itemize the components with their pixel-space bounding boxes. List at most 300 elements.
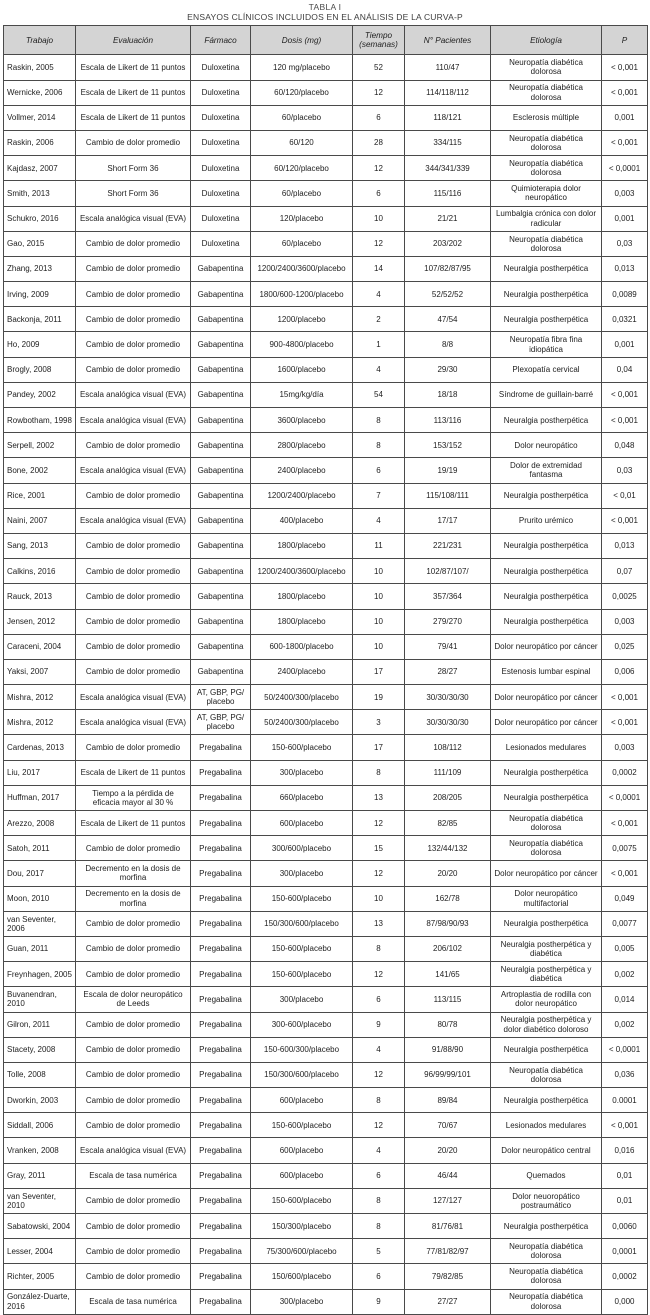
table-row xyxy=(4,1289,648,1314)
cell-dosis: 150-600/​300/​placebo xyxy=(251,1037,353,1062)
cell-dosis: 600/​placebo xyxy=(251,1088,353,1113)
cell-tiempo: 9 xyxy=(353,1012,405,1037)
cell-pacientes: 29/​30 xyxy=(405,357,491,382)
cell-pacientes: 19/​19 xyxy=(405,458,491,483)
table-row xyxy=(4,609,648,634)
cell-tiempo: 10 xyxy=(353,609,405,634)
cell-tiempo: 12 xyxy=(353,1062,405,1087)
cell-evaluacion: Cambio de dolor promedio xyxy=(76,1037,191,1062)
cell-etiologia: Dolor neuoropático postraumático xyxy=(491,1188,602,1213)
cell-farmaco: Pregabalina xyxy=(191,735,251,760)
cell-trabajo: Gilron, 2011 xyxy=(4,1012,76,1037)
cell-pacientes: 107/​82/​87/​95 xyxy=(405,256,491,281)
cell-etiologia: Esclerosis múltiple xyxy=(491,105,602,130)
cell-farmaco: Duloxetina xyxy=(191,80,251,105)
cell-evaluacion: Cambio de dolor promedio xyxy=(76,282,191,307)
cell-evaluacion: Cambio de dolor promedio xyxy=(76,433,191,458)
cell-p: 0,025 xyxy=(602,634,648,659)
cell-pacientes: 115/​108/​111 xyxy=(405,483,491,508)
cell-trabajo: Naini, 2007 xyxy=(4,508,76,533)
cell-evaluacion: Cambio de dolor promedio xyxy=(76,1012,191,1037)
cell-p: 0,003 xyxy=(602,609,648,634)
cell-etiologia: Neuropatía diabética dolorosa xyxy=(491,1289,602,1314)
cell-farmaco: Duloxetina xyxy=(191,156,251,181)
cell-evaluacion: Escala analógica visual (EVA) xyxy=(76,710,191,735)
cell-trabajo: Rauck, 2013 xyxy=(4,584,76,609)
cell-pacientes: 114/​118/​112 xyxy=(405,80,491,105)
cell-p: 0,01 xyxy=(602,1188,648,1213)
table-body xyxy=(4,55,648,1314)
cell-pacientes: 102/​87/​107/​ xyxy=(405,559,491,584)
cell-evaluacion: Escala analógica visual (EVA) xyxy=(76,206,191,231)
cell-trabajo: van Seventer, 2006 xyxy=(4,911,76,936)
cell-p: 0,002 xyxy=(602,1012,648,1037)
cell-pacientes: 21/​21 xyxy=(405,206,491,231)
cell-p: 0,0075 xyxy=(602,836,648,861)
cell-pacientes: 8/​8 xyxy=(405,332,491,357)
cell-evaluacion: Escala de Likert de 11 puntos xyxy=(76,760,191,785)
cell-farmaco: Gabapentina xyxy=(191,559,251,584)
cell-dosis: 3600/​placebo xyxy=(251,408,353,433)
table-row xyxy=(4,886,648,911)
table-row xyxy=(4,206,648,231)
cell-dosis: 60/​120/​placebo xyxy=(251,156,353,181)
cell-etiologia: Neuropatía diabética dolorosa xyxy=(491,55,602,80)
table-row xyxy=(4,811,648,836)
cell-farmaco: Pregabalina xyxy=(191,1138,251,1163)
cell-farmaco: Pregabalina xyxy=(191,911,251,936)
cell-etiologia: Neuropatía diabética dolorosa xyxy=(491,811,602,836)
table-row xyxy=(4,483,648,508)
table-row xyxy=(4,231,648,256)
cell-etiologia: Neuropatía diabética dolorosa xyxy=(491,1062,602,1087)
cell-tiempo: 13 xyxy=(353,785,405,810)
cell-etiologia: Neuralgia postherpética xyxy=(491,256,602,281)
cell-tiempo: 8 xyxy=(353,760,405,785)
cell-evaluacion: Cambio de dolor promedio xyxy=(76,231,191,256)
cell-farmaco: Gabapentina xyxy=(191,609,251,634)
table-row xyxy=(4,1214,648,1239)
cell-tiempo: 8 xyxy=(353,408,405,433)
table-row xyxy=(4,55,648,80)
cell-dosis: 120/​placebo xyxy=(251,206,353,231)
cell-p: 0,003 xyxy=(602,181,648,206)
cell-farmaco: Gabapentina xyxy=(191,508,251,533)
cell-pacientes: 334/​115 xyxy=(405,130,491,155)
cell-etiologia: Neuralgia postherpética xyxy=(491,483,602,508)
cell-etiologia: Neuralgia postherpética xyxy=(491,307,602,332)
cell-tiempo: 10 xyxy=(353,634,405,659)
table-row xyxy=(4,80,648,105)
column-header-farmaco: Fármaco xyxy=(191,26,251,55)
table-row xyxy=(4,559,648,584)
cell-p: 0,03 xyxy=(602,458,648,483)
cell-tiempo: 8 xyxy=(353,433,405,458)
table-row xyxy=(4,634,648,659)
cell-evaluacion: Decremento en la dosis de morfina xyxy=(76,886,191,911)
cell-farmaco: Gabapentina xyxy=(191,584,251,609)
cell-trabajo: Bone, 2002 xyxy=(4,458,76,483)
cell-p: < 0,01 xyxy=(602,483,648,508)
cell-evaluacion: Cambio de dolor promedio xyxy=(76,559,191,584)
cell-farmaco: Gabapentina xyxy=(191,332,251,357)
cell-tiempo: 3 xyxy=(353,710,405,735)
cell-pacientes: 52/​52/​52 xyxy=(405,282,491,307)
table-row xyxy=(4,987,648,1012)
cell-etiologia: Neuralgia postherpética xyxy=(491,1214,602,1239)
cell-farmaco: Duloxetina xyxy=(191,206,251,231)
cell-tiempo: 4 xyxy=(353,357,405,382)
cell-tiempo: 12 xyxy=(353,811,405,836)
table-row xyxy=(4,785,648,810)
cell-etiologia: Dolor neuropático central xyxy=(491,1138,602,1163)
cell-etiologia: Neuralgia postherpética xyxy=(491,609,602,634)
cell-pacientes: 87/​98/​90/​93 xyxy=(405,911,491,936)
cell-farmaco: Pregabalina xyxy=(191,1113,251,1138)
cell-dosis: 150-600/​placebo xyxy=(251,936,353,961)
table-row xyxy=(4,1264,648,1289)
cell-pacientes: 80/​78 xyxy=(405,1012,491,1037)
table-row xyxy=(4,181,648,206)
cell-tiempo: 12 xyxy=(353,1113,405,1138)
cell-p: 0,0002 xyxy=(602,1264,648,1289)
cell-dosis: 900-4800/​placebo xyxy=(251,332,353,357)
table-row xyxy=(4,256,648,281)
cell-farmaco: Pregabalina xyxy=(191,836,251,861)
table-row xyxy=(4,382,648,407)
cell-trabajo: Mishra, 2012 xyxy=(4,685,76,710)
cell-tiempo: 4 xyxy=(353,1037,405,1062)
cell-farmaco: Gabapentina xyxy=(191,408,251,433)
cell-etiologia: Neuralgia postherpética xyxy=(491,533,602,558)
cell-pacientes: 115/​116 xyxy=(405,181,491,206)
cell-dosis: 1200/​2400/​3600/​placebo xyxy=(251,559,353,584)
cell-evaluacion: Escala de tasa numérica xyxy=(76,1289,191,1314)
table-row xyxy=(4,130,648,155)
cell-trabajo: Gray, 2011 xyxy=(4,1163,76,1188)
cell-etiologia: Lumbalgia crónica con dolor radicular xyxy=(491,206,602,231)
cell-dosis: 300/​placebo xyxy=(251,1289,353,1314)
table-title: ENSAYOS CLÍNICOS INCLUIDOS EN EL ANÁLISIS DE LA CURVA-P xyxy=(187,12,463,23)
cell-farmaco: Pregabalina xyxy=(191,1037,251,1062)
cell-pacientes: 20/​20 xyxy=(405,861,491,886)
cell-trabajo: Raskin, 2006 xyxy=(4,130,76,155)
cell-pacientes: 47/​54 xyxy=(405,307,491,332)
cell-evaluacion: Cambio de dolor promedio xyxy=(76,962,191,987)
cell-p: 0,0025 xyxy=(602,584,648,609)
cell-evaluacion: Escala de dolor neuropático de Leeds xyxy=(76,987,191,1012)
cell-dosis: 150/​300/​placebo xyxy=(251,1214,353,1239)
cell-p: 0,049 xyxy=(602,886,648,911)
cell-pacientes: 70/​67 xyxy=(405,1113,491,1138)
cell-tiempo: 4 xyxy=(353,282,405,307)
cell-pacientes: 113/​115 xyxy=(405,987,491,1012)
cell-pacientes: 96/​99/​99/​101 xyxy=(405,1062,491,1087)
cell-evaluacion: Cambio de dolor promedio xyxy=(76,357,191,382)
cell-p: < 0,001 xyxy=(602,508,648,533)
cell-evaluacion: Cambio de dolor promedio xyxy=(76,332,191,357)
cell-dosis: 300/​placebo xyxy=(251,760,353,785)
cell-farmaco: Duloxetina xyxy=(191,130,251,155)
cell-etiologia: Neuropatía diabética dolorosa xyxy=(491,80,602,105)
cell-dosis: 1200/​2400/​3600/​placebo xyxy=(251,256,353,281)
cell-p: 0,0001 xyxy=(602,1239,648,1264)
cell-tiempo: 8 xyxy=(353,1088,405,1113)
cell-trabajo: Calkins, 2016 xyxy=(4,559,76,584)
cell-trabajo: Guan, 2011 xyxy=(4,936,76,961)
table-row xyxy=(4,1188,648,1213)
cell-trabajo: Liu, 2017 xyxy=(4,760,76,785)
cell-evaluacion: Short Form 36 xyxy=(76,156,191,181)
cell-p: < 0,001 xyxy=(602,710,648,735)
cell-p: 0,001 xyxy=(602,332,648,357)
cell-evaluacion: Cambio de dolor promedio xyxy=(76,634,191,659)
table-row xyxy=(4,282,648,307)
cell-pacientes: 79/​82/​85 xyxy=(405,1264,491,1289)
table-row xyxy=(4,911,648,936)
cell-farmaco: Pregabalina xyxy=(191,1012,251,1037)
cell-dosis: 300/​placebo xyxy=(251,987,353,1012)
table-row xyxy=(4,861,648,886)
cell-etiologia: Neuralgia postherpética xyxy=(491,584,602,609)
cell-evaluacion: Decremento en la dosis de morfina xyxy=(76,861,191,886)
cell-tiempo: 13 xyxy=(353,911,405,936)
cell-pacientes: 30/​30/​30/​30 xyxy=(405,710,491,735)
table-header xyxy=(4,26,648,55)
cell-trabajo: Lesser, 2004 xyxy=(4,1239,76,1264)
cell-dosis: 600/​placebo xyxy=(251,811,353,836)
cell-etiologia: Dolor neuropático por cáncer xyxy=(491,710,602,735)
cell-trabajo: Dworkin, 2003 xyxy=(4,1088,76,1113)
cell-evaluacion: Cambio de dolor promedio xyxy=(76,735,191,760)
cell-dosis: 150/​600/​placebo xyxy=(251,1264,353,1289)
table-row xyxy=(4,962,648,987)
cell-trabajo: Siddall, 2006 xyxy=(4,1113,76,1138)
cell-evaluacion: Escala analógica visual (EVA) xyxy=(76,685,191,710)
cell-dosis: 75/​300/​600/​placebo xyxy=(251,1239,353,1264)
cell-dosis: 150-600/​placebo xyxy=(251,886,353,911)
cell-farmaco: Duloxetina xyxy=(191,105,251,130)
cell-farmaco: Pregabalina xyxy=(191,1163,251,1188)
cell-trabajo: Jensen, 2012 xyxy=(4,609,76,634)
cell-etiologia: Estenosis lumbar espinal xyxy=(491,659,602,684)
cell-p: 0,048 xyxy=(602,433,648,458)
cell-etiologia: Artroplastia de rodilla con dolor neuropático xyxy=(491,987,602,1012)
table-row xyxy=(4,735,648,760)
cell-p: 0,003 xyxy=(602,735,648,760)
cell-dosis: 150/​300/​600/​placebo xyxy=(251,1062,353,1087)
cell-trabajo: Stacety, 2008 xyxy=(4,1037,76,1062)
cell-farmaco: Pregabalina xyxy=(191,936,251,961)
cell-trabajo: Mishra, 2012 xyxy=(4,710,76,735)
cell-dosis: 1800/​600-1200/​placebo xyxy=(251,282,353,307)
cell-dosis: 120 mg/​placebo xyxy=(251,55,353,80)
cell-evaluacion: Cambio de dolor promedio xyxy=(76,836,191,861)
cell-trabajo: Wernicke, 2006 xyxy=(4,80,76,105)
cell-tiempo: 2 xyxy=(353,307,405,332)
cell-dosis: 660/​placebo xyxy=(251,785,353,810)
cell-pacientes: 89/​84 xyxy=(405,1088,491,1113)
cell-etiologia: Neuralgia postherpética xyxy=(491,760,602,785)
cell-p: 0,0060 xyxy=(602,1214,648,1239)
table-row xyxy=(4,584,648,609)
cell-pacientes: 82/​85 xyxy=(405,811,491,836)
cell-farmaco: Pregabalina xyxy=(191,760,251,785)
cell-p: 0,03 xyxy=(602,231,648,256)
cell-trabajo: van Seventer, 2010 xyxy=(4,1188,76,1213)
cell-farmaco: Duloxetina xyxy=(191,55,251,80)
cell-etiologia: Quimioterapia dolor neuropático xyxy=(491,181,602,206)
cell-dosis: 60/​placebo xyxy=(251,231,353,256)
cell-evaluacion: Cambio de dolor promedio xyxy=(76,1264,191,1289)
column-header-tiempo: Tiempo (semanas) xyxy=(353,26,405,55)
cell-p: < 0,001 xyxy=(602,382,648,407)
cell-etiologia: Neuropatía diabética dolorosa xyxy=(491,130,602,155)
cell-etiologia: Neuralgia postherpética xyxy=(491,911,602,936)
cell-dosis: 150/​300/​600/​placebo xyxy=(251,911,353,936)
cell-p: 0,01 xyxy=(602,1163,648,1188)
cell-farmaco: AT, GBP, PG/​placebo xyxy=(191,710,251,735)
cell-pacientes: 91/​88/​90 xyxy=(405,1037,491,1062)
cell-farmaco: Gabapentina xyxy=(191,458,251,483)
cell-farmaco: Gabapentina xyxy=(191,533,251,558)
cell-dosis: 1200/​2400/​placebo xyxy=(251,483,353,508)
cell-trabajo: Kajdasz, 2007 xyxy=(4,156,76,181)
cell-evaluacion: Escala analógica visual (EVA) xyxy=(76,508,191,533)
table-row xyxy=(4,936,648,961)
cell-p: < 0,001 xyxy=(602,1113,648,1138)
cell-trabajo: Freynhagen, 2005 xyxy=(4,962,76,987)
cell-farmaco: Pregabalina xyxy=(191,1214,251,1239)
table-row xyxy=(4,332,648,357)
cell-p: 0.0001 xyxy=(602,1088,648,1113)
cell-etiologia: Dolor de extremidad fantasma xyxy=(491,458,602,483)
cell-tiempo: 6 xyxy=(353,105,405,130)
cell-p: < 0,001 xyxy=(602,55,648,80)
cell-evaluacion: Cambio de dolor promedio xyxy=(76,130,191,155)
cell-p: < 0,001 xyxy=(602,80,648,105)
cell-evaluacion: Cambio de dolor promedio xyxy=(76,1239,191,1264)
cell-trabajo: Sabatowski, 2004 xyxy=(4,1214,76,1239)
cell-p: 0,005 xyxy=(602,936,648,961)
table-row xyxy=(4,1163,648,1188)
cell-p: < 0,0001 xyxy=(602,156,648,181)
cell-trabajo: Ho, 2009 xyxy=(4,332,76,357)
cell-etiologia: Lesionados medulares xyxy=(491,1113,602,1138)
cell-p: 0,002 xyxy=(602,962,648,987)
cell-p: 0,014 xyxy=(602,987,648,1012)
cell-p: 0,0321 xyxy=(602,307,648,332)
cell-p: 0,0077 xyxy=(602,911,648,936)
cell-pacientes: 30/​30/​30/​30 xyxy=(405,685,491,710)
cell-pacientes: 208/​205 xyxy=(405,785,491,810)
cell-p: 0,016 xyxy=(602,1138,648,1163)
cell-pacientes: 46/​44 xyxy=(405,1163,491,1188)
cell-dosis: 50/​2400/​300/​placebo xyxy=(251,685,353,710)
table-row xyxy=(4,458,648,483)
cell-p: 0,0002 xyxy=(602,760,648,785)
cell-dosis: 300/​600/​placebo xyxy=(251,836,353,861)
cell-p: 0,013 xyxy=(602,256,648,281)
cell-etiologia: Neuralgia postherpética y diabética xyxy=(491,936,602,961)
table-row xyxy=(4,433,648,458)
cell-farmaco: Gabapentina xyxy=(191,433,251,458)
cell-dosis: 60/​120/​placebo xyxy=(251,80,353,105)
cell-dosis: 600-1800/​placebo xyxy=(251,634,353,659)
cell-pacientes: 357/​364 xyxy=(405,584,491,609)
table-row xyxy=(4,105,648,130)
cell-p: < 0,0001 xyxy=(602,1037,648,1062)
table-row xyxy=(4,1012,648,1037)
cell-pacientes: 108/​112 xyxy=(405,735,491,760)
cell-dosis: 50/​2400/​300/​placebo xyxy=(251,710,353,735)
cell-trabajo: Zhang, 2013 xyxy=(4,256,76,281)
cell-evaluacion: Cambio de dolor promedio xyxy=(76,1088,191,1113)
cell-farmaco: Pregabalina xyxy=(191,987,251,1012)
table-row xyxy=(4,1113,648,1138)
cell-trabajo: Schukro, 2016 xyxy=(4,206,76,231)
cell-tiempo: 12 xyxy=(353,861,405,886)
cell-tiempo: 7 xyxy=(353,483,405,508)
cell-farmaco: Pregabalina xyxy=(191,861,251,886)
cell-tiempo: 6 xyxy=(353,1264,405,1289)
cell-trabajo: Serpell, 2002 xyxy=(4,433,76,458)
table-row xyxy=(4,1037,648,1062)
cell-p: 0,001 xyxy=(602,206,648,231)
cell-farmaco: Duloxetina xyxy=(191,181,251,206)
cell-trabajo: Vranken, 2008 xyxy=(4,1138,76,1163)
cell-dosis: 300/​placebo xyxy=(251,861,353,886)
cell-tiempo: 10 xyxy=(353,584,405,609)
cell-trabajo: Cardenas, 2013 xyxy=(4,735,76,760)
cell-p: 0,07 xyxy=(602,559,648,584)
cell-trabajo: Tolle, 2008 xyxy=(4,1062,76,1087)
cell-dosis: 2400/​placebo xyxy=(251,458,353,483)
cell-pacientes: 153/​152 xyxy=(405,433,491,458)
cell-pacientes: 110/​47 xyxy=(405,55,491,80)
cell-tiempo: 15 xyxy=(353,836,405,861)
cell-evaluacion: Escala analógica visual (EVA) xyxy=(76,1138,191,1163)
cell-tiempo: 5 xyxy=(353,1239,405,1264)
cell-trabajo: Sang, 2013 xyxy=(4,533,76,558)
cell-tiempo: 6 xyxy=(353,1163,405,1188)
table-row xyxy=(4,357,648,382)
cell-evaluacion: Cambio de dolor promedio xyxy=(76,533,191,558)
cell-pacientes: 77/​81/​82/​97 xyxy=(405,1239,491,1264)
cell-dosis: 2400/​placebo xyxy=(251,659,353,684)
cell-etiologia: Neuropatía diabética dolorosa xyxy=(491,836,602,861)
cell-pacientes: 221/​231 xyxy=(405,533,491,558)
cell-dosis: 150-600/​placebo xyxy=(251,735,353,760)
cell-pacientes: 127/​127 xyxy=(405,1188,491,1213)
cell-dosis: 150-600/​placebo xyxy=(251,1113,353,1138)
cell-etiologia: Plexopatía cervical xyxy=(491,357,602,382)
cell-tiempo: 4 xyxy=(353,508,405,533)
cell-farmaco: Gabapentina xyxy=(191,483,251,508)
cell-evaluacion: Escala de Likert de 11 puntos xyxy=(76,105,191,130)
cell-trabajo: Rowbotham, 1998 xyxy=(4,408,76,433)
cell-pacientes: 27/​27 xyxy=(405,1289,491,1314)
cell-trabajo: Brogly, 2008 xyxy=(4,357,76,382)
column-header-etiologia: Etiología xyxy=(491,26,602,55)
cell-dosis: 60/​placebo xyxy=(251,181,353,206)
cell-p: 0,0089 xyxy=(602,282,648,307)
table-row xyxy=(4,508,648,533)
cell-dosis: 1800/​placebo xyxy=(251,609,353,634)
table-row xyxy=(4,408,648,433)
table-row xyxy=(4,659,648,684)
cell-farmaco: Gabapentina xyxy=(191,282,251,307)
